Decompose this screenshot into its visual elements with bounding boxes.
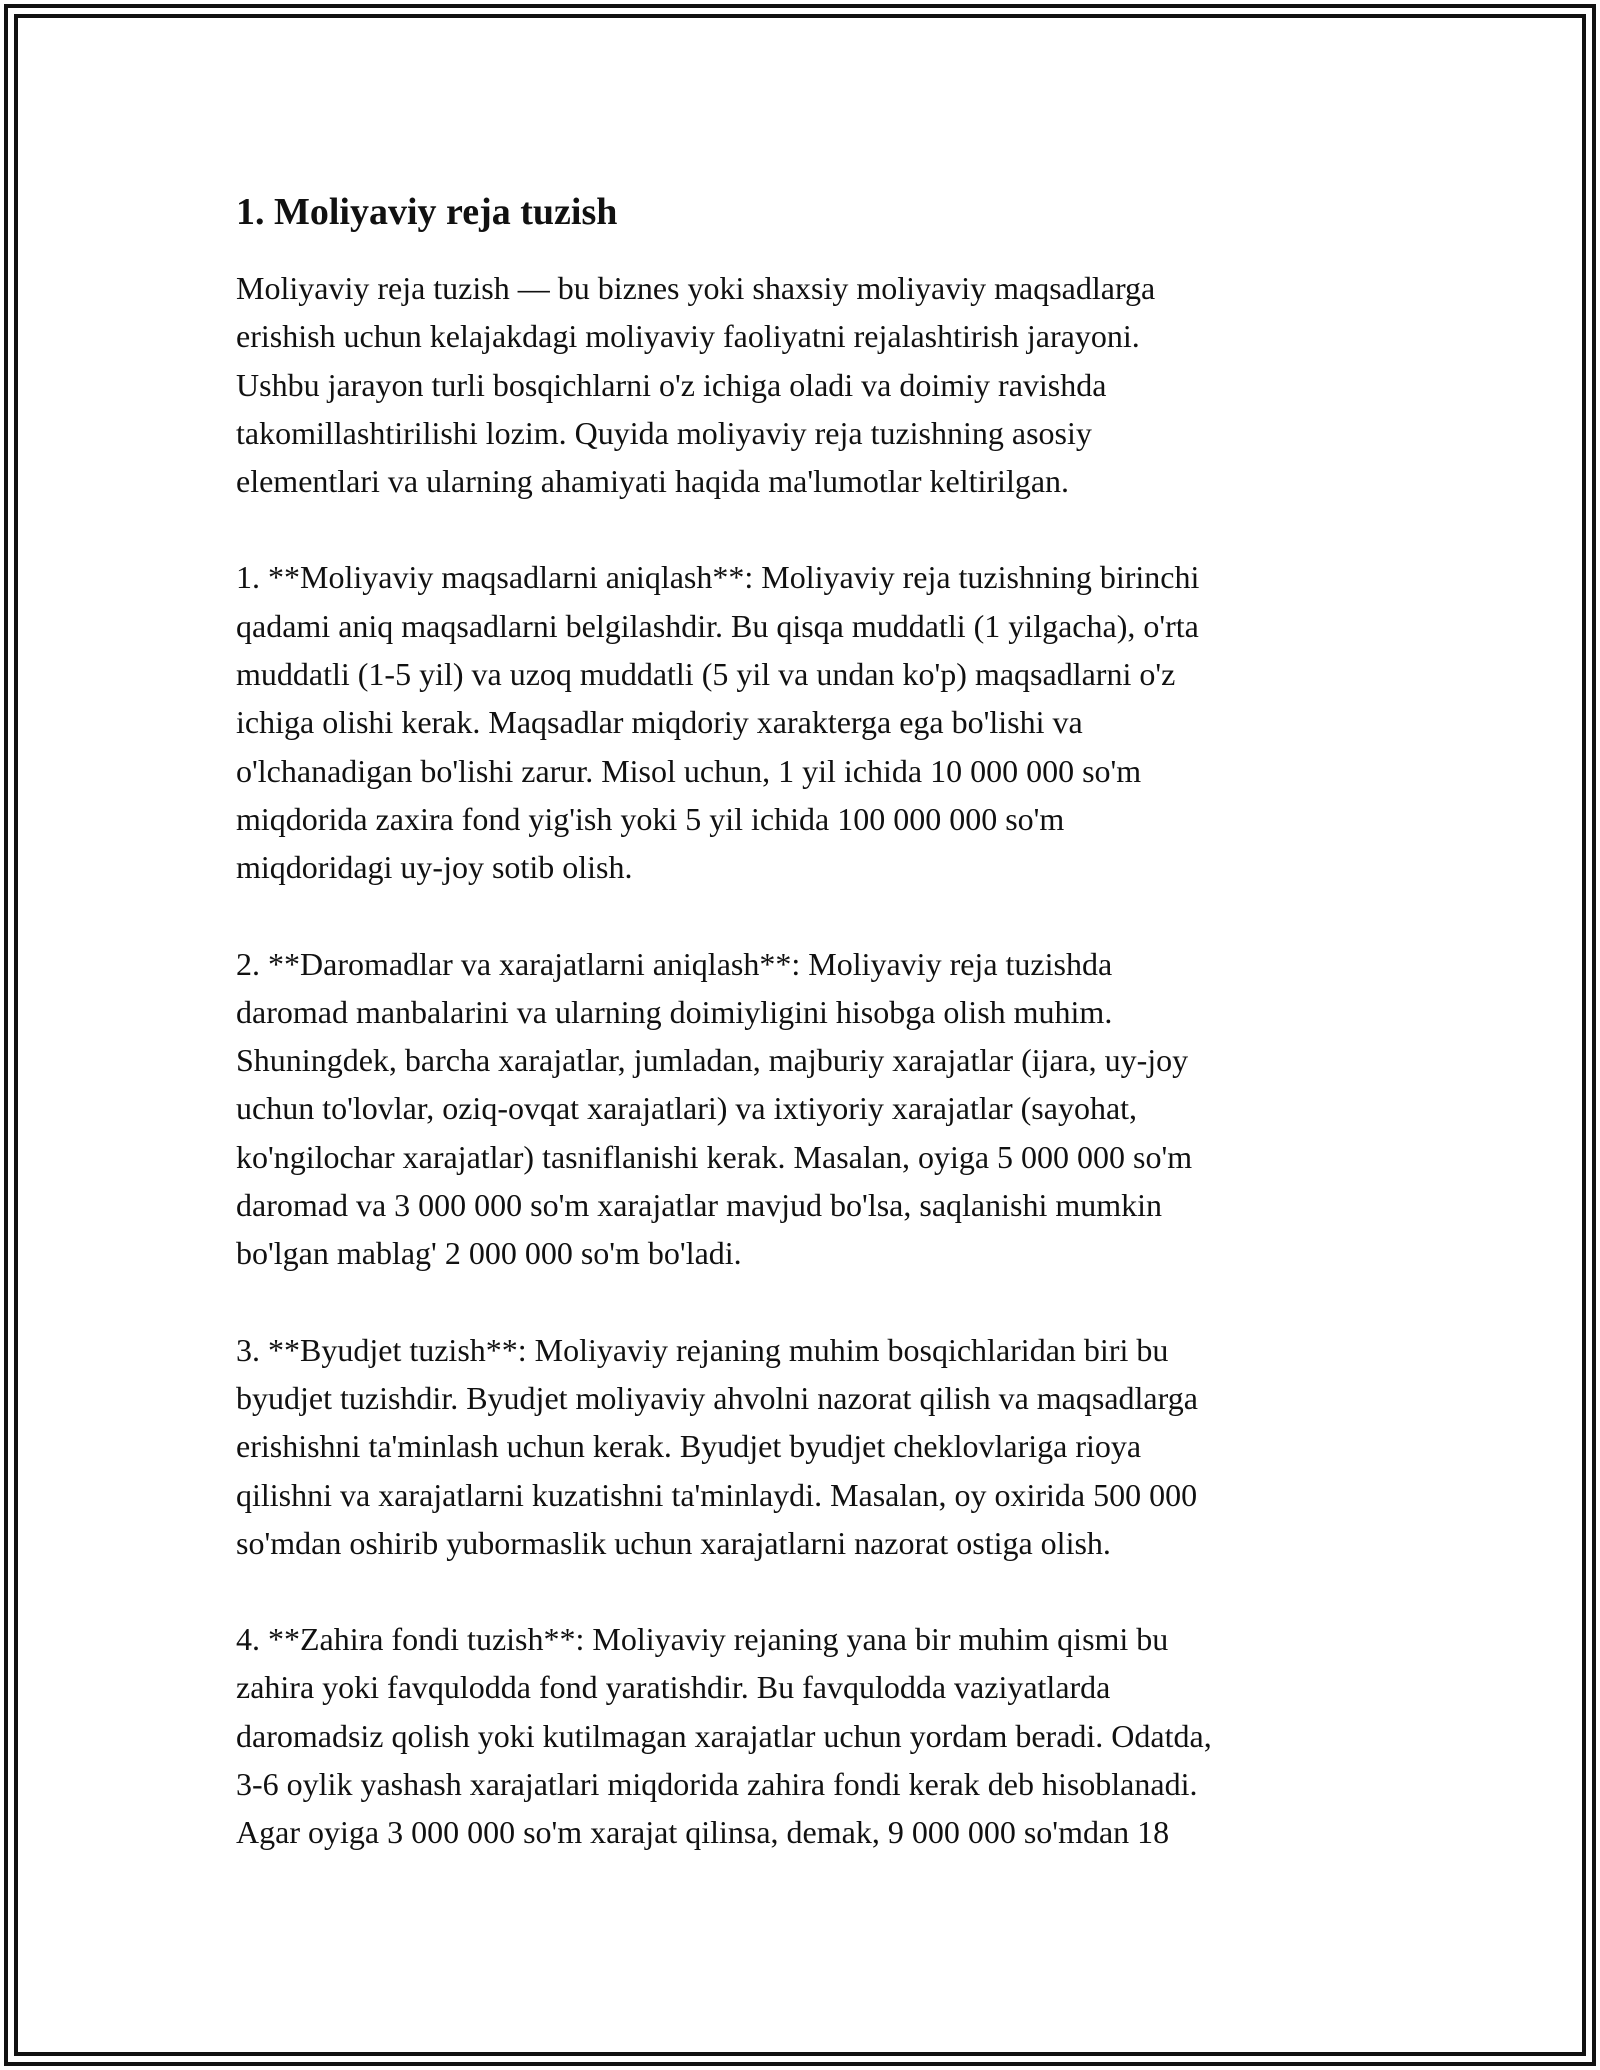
paragraph-reserve-fund: 4. **Zahira fondi tuzish**: Moliyaviy rejaning yana bir muhim qismi bu zahira yoki favqulodda fond yaratishdir. Bu favqulodda vaziyatlarda daromadsiz qolish yoki kutilmagan xarajatlar uchun yordam beradi. Odatda, 3-6 oylik yashash xarajatlari miqdorida zahira fondi kerak deb hisoblanadi. Agar oyiga 3 000 000 so'm xarajat qilinsa, demak, 9 000 000 so'mdan 18	[236, 1621, 1212, 1851]
paragraph-budget: 3. **Byudjet tuzish**: Moliyaviy rejaning muhim bosqichlaridan biri bu byudjet tuzishdir. Byudjet moliyaviy ahvolni nazorat qilish va maqsadlarga erishishni ta'minlash uchun kerak. Byudjet byudjet cheklovlariga rioya qilishni va xarajatlarni kuzatishni ta'minlaydi. Masalan, oy oxirida 500 000 so'mdan oshirib yubormaslik uchun xarajatlarni nazorat ostiga olish.	[236, 1331, 1198, 1561]
document-title: 1. Moliyaviy reja tuzish	[236, 191, 618, 233]
intro-paragraph: Moliyaviy reja tuzish — bu biznes yoki shaxsiy moliyaviy maqsadlarga erishish uchun kelajakdagi moliyaviy faoliyatni rejalashtirish jarayoni. Ushbu jarayon turli bosqichlarni o'z ichiga oladi va doimiy ravishda takomillashtirilishi lozim. Quyida moliyaviy reja tuzishning asosiy elementlari va ularning ahamiyati haqida ma'lumotlar keltirilgan.	[236, 270, 1156, 500]
paragraph-goals: 1. **Moliyaviy maqsadlarni aniqlash**: Moliyaviy reja tuzishning birinchi qadami aniq maqsadlarni belgilashdir. Bu qisqa muddatli (1 yilgacha), o'rta muddatli (1-5 yil) va uzoq muddatli (5 yil va undan ko'p) maqsadlarni o'z ichiga olishi kerak. Maqsadlar miqdoriy xarakterga ega bo'lishi va o'lchanadigan bo'lishi zarur. Misol uchun, 1 yil ichida 10 000 000 so'm miqdorida zaxira fond yig'ish yoki 5 yil ichida 100 000 000 so'm miqdoridagi uy-joy sotib olish.	[236, 559, 1200, 886]
document-body	[236, 186, 1386, 1905]
paragraph-income-expenses: 2. **Daromadlar va xarajatlarni aniqlash**: Moliyaviy reja tuzishda daromad manbalarini va ularning doimiyligini hisobga olish muhim. Shuningdek, barcha xarajatlar, jumladan, majburiy xarajatlar (ijara, uy-joy uchun to'lovlar, oziq-ovqat xarajatlari) va ixtiyoriy xarajatlar (sayohat, ko'ngilochar xarajatlar) tasniflanishi kerak. Masalan, oyiga 5 000 000 so'm daromad va 3 000 000 so'm xarajatlar mavjud bo'lsa, saqlanishi mumkin bo'lgan mablag' 2 000 000 so'm bo'ladi.	[236, 945, 1193, 1272]
